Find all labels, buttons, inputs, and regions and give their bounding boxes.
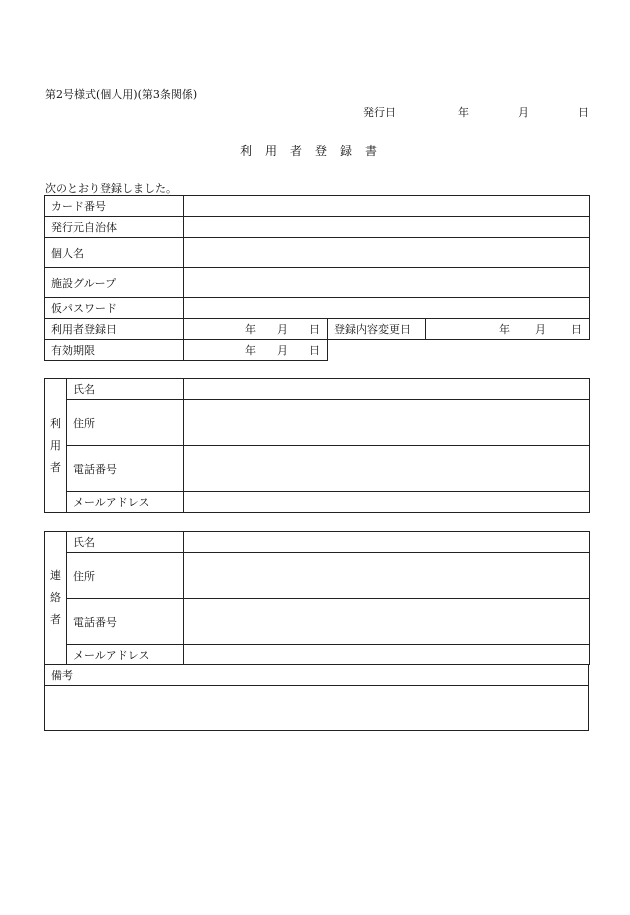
registration-date-label: 利用者登録日 — [45, 319, 184, 340]
user-name-label: 氏名 — [67, 379, 184, 400]
issuing-municipality-label: 発行元自治体 — [45, 217, 184, 238]
issue-year-label: 年 — [458, 106, 469, 119]
table-row — [45, 492, 590, 513]
month-label: 月 — [277, 323, 288, 336]
issue-month-label: 月 — [518, 106, 529, 119]
table-row — [45, 665, 589, 686]
document-title: 利用者登録書 — [239, 144, 390, 158]
user-address-label: 住所 — [67, 400, 184, 446]
contact-name-field[interactable] — [184, 532, 590, 553]
table-row — [45, 340, 590, 361]
table-row — [45, 238, 590, 268]
day-label: 日 — [309, 323, 320, 336]
table-row — [45, 645, 590, 665]
temp-password-field[interactable] — [184, 298, 590, 319]
contact-email-label: メールアドレス — [67, 645, 184, 665]
blank-area — [328, 340, 590, 361]
user-email-field[interactable] — [184, 492, 590, 513]
remarks-label: 備考 — [45, 665, 589, 686]
user-phone-label: 電話番号 — [67, 446, 184, 492]
month-label: 月 — [535, 323, 547, 336]
day-label: 日 — [309, 344, 320, 357]
table-row — [45, 217, 590, 238]
table-row — [45, 553, 590, 599]
contact-email-field[interactable] — [184, 645, 590, 665]
registration-table — [44, 195, 590, 361]
contact-name-label: 氏名 — [67, 532, 184, 553]
user-phone-field[interactable] — [184, 446, 590, 492]
change-date-label: 登録内容変更日 — [328, 319, 426, 340]
individual-name-field[interactable] — [184, 238, 590, 268]
day-label: 日 — [571, 323, 583, 336]
individual-name-label: 個人名 — [45, 238, 184, 268]
form-label: 第2号様式(個人用)(第3条関係) — [45, 88, 198, 101]
year-label: 年 — [245, 323, 256, 336]
expiry-label: 有効期限 — [45, 340, 184, 361]
change-date-field[interactable] — [426, 319, 590, 340]
card-number-field[interactable] — [184, 196, 590, 217]
intro-text: 次のとおり登録しました。 — [45, 182, 177, 195]
table-row — [45, 686, 589, 731]
expiry-field[interactable] — [184, 340, 328, 361]
remarks-table — [44, 664, 589, 731]
user-group-label: 利 用 者 — [45, 379, 67, 513]
user-table — [44, 378, 590, 513]
table-row — [45, 268, 590, 298]
contact-phone-field[interactable] — [184, 599, 590, 645]
table-row — [45, 400, 590, 446]
table-row — [45, 379, 590, 400]
table-row — [45, 196, 590, 217]
table-row — [45, 298, 590, 319]
issue-date-label: 発行日 — [363, 106, 396, 119]
year-label: 年 — [499, 323, 511, 336]
issuing-municipality-field[interactable] — [184, 217, 590, 238]
temp-password-label: 仮パスワード — [45, 298, 184, 319]
year-label: 年 — [245, 344, 256, 357]
month-label: 月 — [277, 344, 288, 357]
contact-group-label: 連 絡 者 — [45, 532, 67, 665]
card-number-label: カード番号 — [45, 196, 184, 217]
facility-group-label: 施設グループ — [45, 268, 184, 298]
table-row — [45, 532, 590, 553]
contact-address-field[interactable] — [184, 553, 590, 599]
user-email-label: メールアドレス — [67, 492, 184, 513]
user-name-field[interactable] — [184, 379, 590, 400]
table-row — [45, 599, 590, 645]
issue-day-label: 日 — [578, 106, 589, 119]
table-row — [45, 319, 590, 340]
table-row — [45, 446, 590, 492]
user-address-field[interactable] — [184, 400, 590, 446]
registration-date-field[interactable] — [184, 319, 328, 340]
facility-group-field[interactable] — [184, 268, 590, 298]
contact-phone-label: 電話番号 — [67, 599, 184, 645]
contact-address-label: 住所 — [67, 553, 184, 599]
remarks-field[interactable] — [45, 686, 589, 731]
contact-table — [44, 531, 590, 665]
